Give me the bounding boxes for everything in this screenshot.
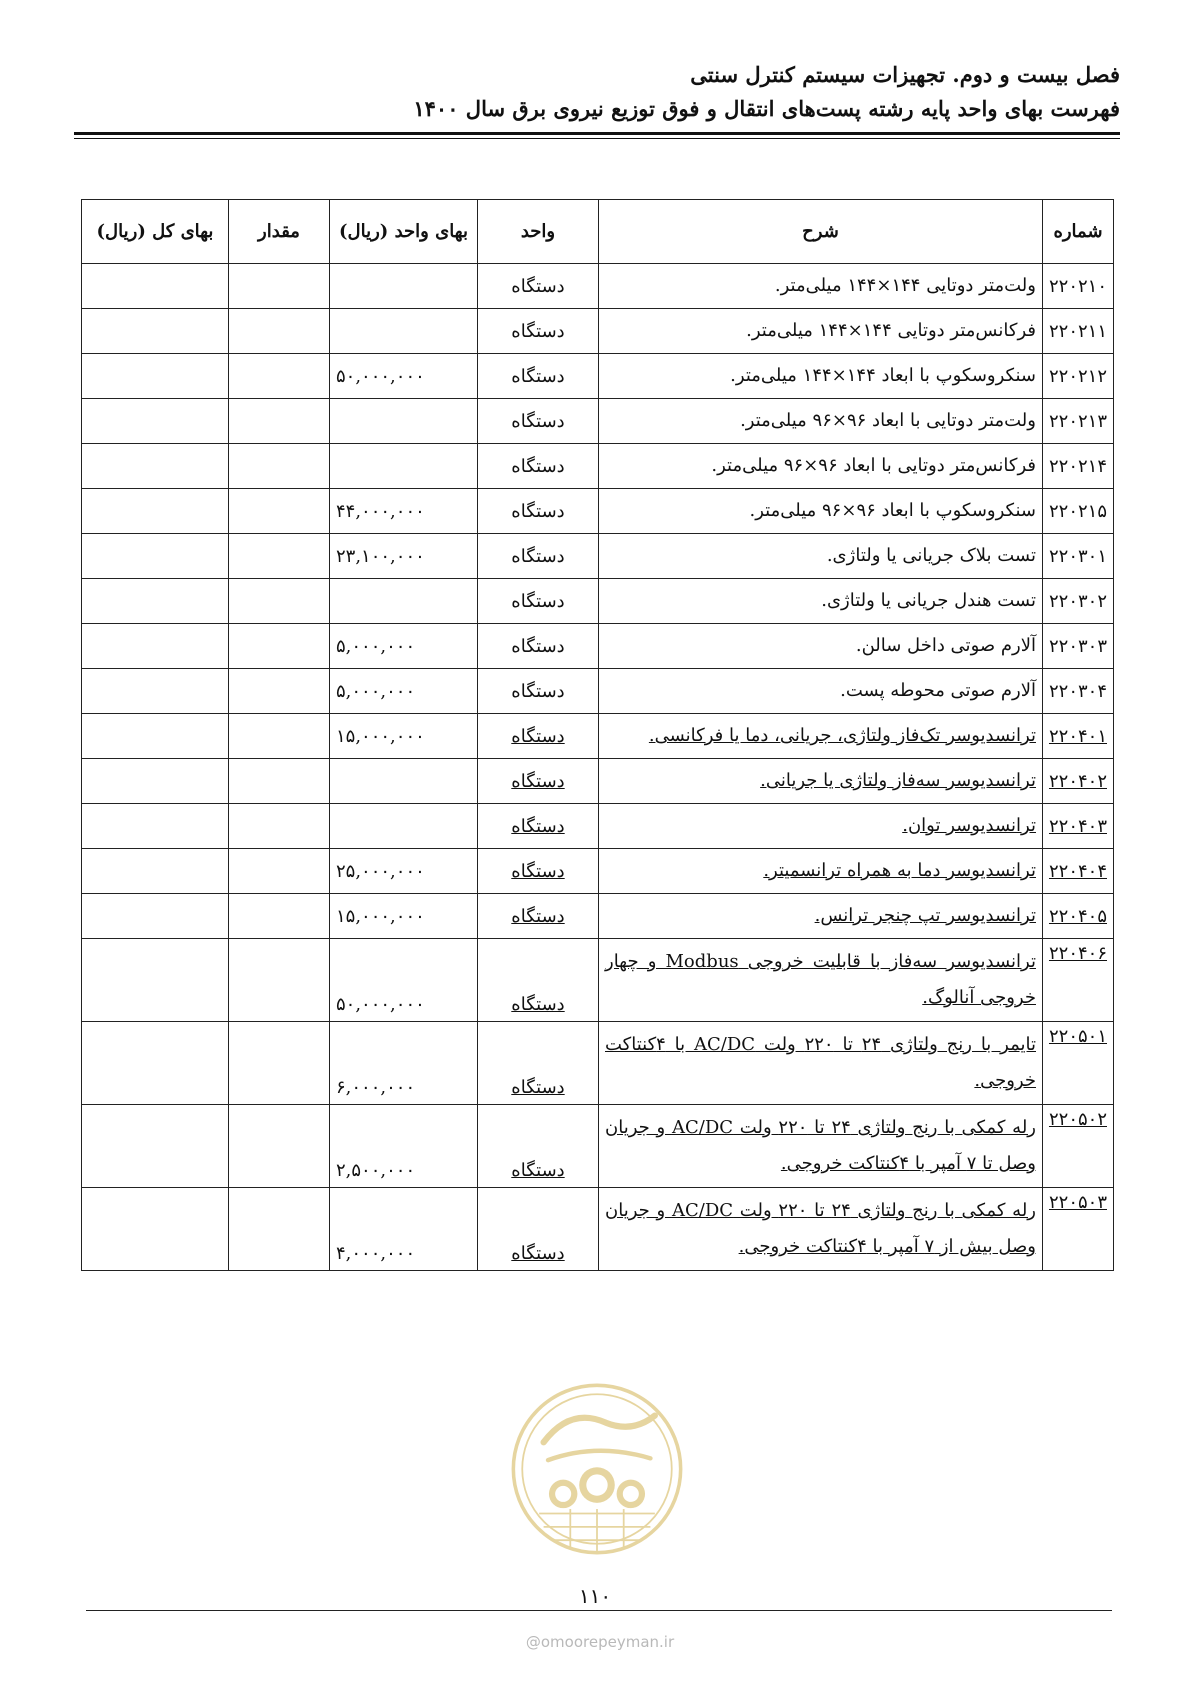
table-row bbox=[82, 1022, 1114, 1105]
item-unit: دستگاه bbox=[478, 579, 599, 624]
item-quantity bbox=[229, 1188, 330, 1271]
item-code: ۲۲۰۲۱۱ bbox=[1042, 309, 1113, 354]
item-code: ۲۲۰۴۰۱ bbox=[1042, 714, 1113, 759]
item-description: تست هندل جریانی یا ولتاژی. bbox=[599, 579, 1043, 624]
table-row bbox=[82, 894, 1114, 939]
item-total-price bbox=[82, 264, 229, 309]
table-row bbox=[82, 444, 1114, 489]
item-quantity bbox=[229, 624, 330, 669]
item-code: ۲۲۰۴۰۳ bbox=[1042, 804, 1113, 849]
item-unit-price bbox=[330, 399, 478, 444]
item-unit-price: ۱۵,۰۰۰,۰۰۰ bbox=[330, 894, 478, 939]
item-total-price bbox=[82, 759, 229, 804]
item-unit-price bbox=[330, 444, 478, 489]
table-row bbox=[82, 714, 1114, 759]
item-total-price bbox=[82, 489, 229, 534]
table-row bbox=[82, 579, 1114, 624]
item-total-price bbox=[82, 1188, 229, 1271]
watermark-seal-logo bbox=[508, 1380, 686, 1558]
item-unit-price bbox=[330, 579, 478, 624]
item-code: ۲۲۰۳۰۴ bbox=[1042, 669, 1113, 714]
item-code: ۲۲۰۲۱۲ bbox=[1042, 354, 1113, 399]
item-description: ترانسدیوسر توان. bbox=[599, 804, 1043, 849]
item-description: رله کمکی با رنج ولتاژی ۲۴ تا ۲۲۰ ولت AC/DC و جریان وصل تا ۷ آمپر با ۴کنتاکت خروجی. bbox=[599, 1105, 1043, 1188]
item-unit-price: ۲۳,۱۰۰,۰۰۰ bbox=[330, 534, 478, 579]
item-quantity bbox=[229, 1105, 330, 1188]
item-unit: دستگاه bbox=[478, 849, 599, 894]
item-unit-price: ۴۴,۰۰۰,۰۰۰ bbox=[330, 489, 478, 534]
item-quantity bbox=[229, 399, 330, 444]
item-total-price bbox=[82, 624, 229, 669]
item-description: ترانسدیوسر تپ چنجر ترانس. bbox=[599, 894, 1043, 939]
item-quantity bbox=[229, 849, 330, 894]
item-code: ۲۲۰۴۰۶ bbox=[1042, 939, 1113, 1022]
item-code: ۲۲۰۵۰۱ bbox=[1042, 1022, 1113, 1105]
item-total-price bbox=[82, 354, 229, 399]
item-total-price bbox=[82, 939, 229, 1022]
col-header-quantity: مقدار bbox=[229, 200, 330, 264]
item-description: تایمر با رنج ولتاژی ۲۴ تا ۲۲۰ ولت AC/DC با ۴کنتاکت خروجی. bbox=[599, 1022, 1043, 1105]
item-quantity bbox=[229, 714, 330, 759]
item-unit: دستگاه bbox=[478, 354, 599, 399]
item-total-price bbox=[82, 669, 229, 714]
item-quantity bbox=[229, 759, 330, 804]
item-quantity bbox=[229, 489, 330, 534]
item-quantity bbox=[229, 534, 330, 579]
item-unit-price: ۲۵,۰۰۰,۰۰۰ bbox=[330, 849, 478, 894]
item-unit-price bbox=[330, 804, 478, 849]
item-code: ۲۲۰۲۱۴ bbox=[1042, 444, 1113, 489]
item-total-price bbox=[82, 714, 229, 759]
item-unit: دستگاه bbox=[478, 399, 599, 444]
item-description: فرکانس‌متر دوتایی با ابعاد ۹۶×۹۶ میلی‌متر. bbox=[599, 444, 1043, 489]
item-quantity bbox=[229, 354, 330, 399]
item-description: ترانسدیوسر سه‌فاز با قابلیت خروجی Modbus و چهار خروجی آنالوگ. bbox=[599, 939, 1043, 1022]
item-code: ۲۲۰۴۰۲ bbox=[1042, 759, 1113, 804]
table-row bbox=[82, 759, 1114, 804]
item-unit: دستگاه bbox=[478, 309, 599, 354]
table-row bbox=[82, 624, 1114, 669]
price-list-title: فهرست بهای واحد پایه رشته پست‌های انتقال و فوق توزیع نیروی برق سال ۱۴۰۰ bbox=[413, 96, 1120, 121]
item-description: ترانسدیوسر تک‌فاز ولتاژی، جریانی، دما یا فرکانسی. bbox=[599, 714, 1043, 759]
item-quantity bbox=[229, 264, 330, 309]
item-code: ۲۲۰۴۰۴ bbox=[1042, 849, 1113, 894]
item-unit: دستگاه bbox=[478, 489, 599, 534]
col-header-description: شرح bbox=[599, 200, 1043, 264]
item-total-price bbox=[82, 1105, 229, 1188]
item-code: ۲۲۰۳۰۳ bbox=[1042, 624, 1113, 669]
footer-rule bbox=[86, 1610, 1112, 1611]
price-table bbox=[81, 199, 1114, 1271]
header-rule-thick bbox=[74, 132, 1120, 135]
item-code: ۲۲۰۴۰۵ bbox=[1042, 894, 1113, 939]
item-description: ترانسدیوسر دما به همراه ترانسمیتر. bbox=[599, 849, 1043, 894]
item-unit-price bbox=[330, 759, 478, 804]
item-unit: دستگاه bbox=[478, 264, 599, 309]
item-description: سنکروسکوپ با ابعاد ۹۶×۹۶ میلی‌متر. bbox=[599, 489, 1043, 534]
table-row bbox=[82, 804, 1114, 849]
item-quantity bbox=[229, 309, 330, 354]
item-unit-price: ۵۰,۰۰۰,۰۰۰ bbox=[330, 939, 478, 1022]
item-total-price bbox=[82, 849, 229, 894]
table-row bbox=[82, 939, 1114, 1022]
item-quantity bbox=[229, 1022, 330, 1105]
table-row bbox=[82, 489, 1114, 534]
item-total-price bbox=[82, 1022, 229, 1105]
item-code: ۲۲۰۵۰۲ bbox=[1042, 1105, 1113, 1188]
col-header-unit: واحد bbox=[478, 200, 599, 264]
item-description: ترانسدیوسر سه‌فاز ولتاژی یا جریانی. bbox=[599, 759, 1043, 804]
item-total-price bbox=[82, 804, 229, 849]
item-description: رله کمکی با رنج ولتاژی ۲۴ تا ۲۲۰ ولت AC/DC و جریان وصل بیش از ۷ آمپر با ۴کنتاکت خروجی. bbox=[599, 1188, 1043, 1271]
item-description: ولت‌متر دوتایی ۱۴۴×۱۴۴ میلی‌متر. bbox=[599, 264, 1043, 309]
item-unit: دستگاه bbox=[478, 759, 599, 804]
item-description: آلارم صوتی محوطه پست. bbox=[599, 669, 1043, 714]
item-unit: دستگاه bbox=[478, 894, 599, 939]
item-quantity bbox=[229, 579, 330, 624]
header-rule-thin bbox=[74, 138, 1120, 139]
table-row bbox=[82, 264, 1114, 309]
item-code: ۲۲۰۲۱۵ bbox=[1042, 489, 1113, 534]
table-row bbox=[82, 1188, 1114, 1271]
item-unit-price: ۵,۰۰۰,۰۰۰ bbox=[330, 624, 478, 669]
item-unit: دستگاه bbox=[478, 1022, 599, 1105]
item-code: ۲۲۰۳۰۱ bbox=[1042, 534, 1113, 579]
item-total-price bbox=[82, 444, 229, 489]
col-header-unit-price: بهای واحد (ریال) bbox=[330, 200, 478, 264]
item-quantity bbox=[229, 894, 330, 939]
item-unit-price: ۵۰,۰۰۰,۰۰۰ bbox=[330, 354, 478, 399]
item-unit: دستگاه bbox=[478, 939, 599, 1022]
item-description: آلارم صوتی داخل سالن. bbox=[599, 624, 1043, 669]
item-total-price bbox=[82, 309, 229, 354]
item-description: تست بلاک جریانی یا ولتاژی. bbox=[599, 534, 1043, 579]
table-row bbox=[82, 669, 1114, 714]
table-row bbox=[82, 849, 1114, 894]
item-description: سنکروسکوپ با ابعاد ۱۴۴×۱۴۴ میلی‌متر. bbox=[599, 354, 1043, 399]
col-header-code: شماره bbox=[1042, 200, 1113, 264]
item-quantity bbox=[229, 444, 330, 489]
table-row bbox=[82, 1105, 1114, 1188]
watermark-site: @omoorepeyman.ir bbox=[525, 1633, 675, 1651]
table-row bbox=[82, 309, 1114, 354]
item-code: ۲۲۰۲۱۳ bbox=[1042, 399, 1113, 444]
col-header-total-price: بهای کل (ریال) bbox=[82, 200, 229, 264]
item-total-price bbox=[82, 894, 229, 939]
item-unit: دستگاه bbox=[478, 534, 599, 579]
item-unit-price bbox=[330, 309, 478, 354]
item-quantity bbox=[229, 804, 330, 849]
item-unit-price: ۶,۰۰۰,۰۰۰ bbox=[330, 1022, 478, 1105]
item-unit-price: ۴,۰۰۰,۰۰۰ bbox=[330, 1188, 478, 1271]
item-total-price bbox=[82, 399, 229, 444]
item-code: ۲۲۰۳۰۲ bbox=[1042, 579, 1113, 624]
item-quantity bbox=[229, 939, 330, 1022]
table-row bbox=[82, 354, 1114, 399]
item-code: ۲۲۰۲۱۰ bbox=[1042, 264, 1113, 309]
chapter-title: فصل بیست و دوم. تجهیزات سیستم کنترل سنتی bbox=[690, 62, 1120, 87]
item-total-price bbox=[82, 534, 229, 579]
item-description: فرکانس‌متر دوتایی ۱۴۴×۱۴۴ میلی‌متر. bbox=[599, 309, 1043, 354]
item-code: ۲۲۰۵۰۳ bbox=[1042, 1188, 1113, 1271]
item-unit: دستگاه bbox=[478, 624, 599, 669]
page-header bbox=[74, 58, 1120, 126]
table-header-row bbox=[82, 200, 1114, 264]
item-total-price bbox=[82, 579, 229, 624]
table-row bbox=[82, 399, 1114, 444]
item-unit-price: ۱۵,۰۰۰,۰۰۰ bbox=[330, 714, 478, 759]
item-unit-price bbox=[330, 264, 478, 309]
item-unit: دستگاه bbox=[478, 714, 599, 759]
item-quantity bbox=[229, 669, 330, 714]
item-unit: دستگاه bbox=[478, 804, 599, 849]
item-description: ولت‌متر دوتایی با ابعاد ۹۶×۹۶ میلی‌متر. bbox=[599, 399, 1043, 444]
item-unit: دستگاه bbox=[478, 444, 599, 489]
item-unit: دستگاه bbox=[478, 1105, 599, 1188]
item-unit: دستگاه bbox=[478, 1188, 599, 1271]
item-unit: دستگاه bbox=[478, 669, 599, 714]
item-unit-price: ۲,۵۰۰,۰۰۰ bbox=[330, 1105, 478, 1188]
table-row bbox=[82, 534, 1114, 579]
page-number: ۱۱۰ bbox=[560, 1584, 630, 1608]
item-unit-price: ۵,۰۰۰,۰۰۰ bbox=[330, 669, 478, 714]
